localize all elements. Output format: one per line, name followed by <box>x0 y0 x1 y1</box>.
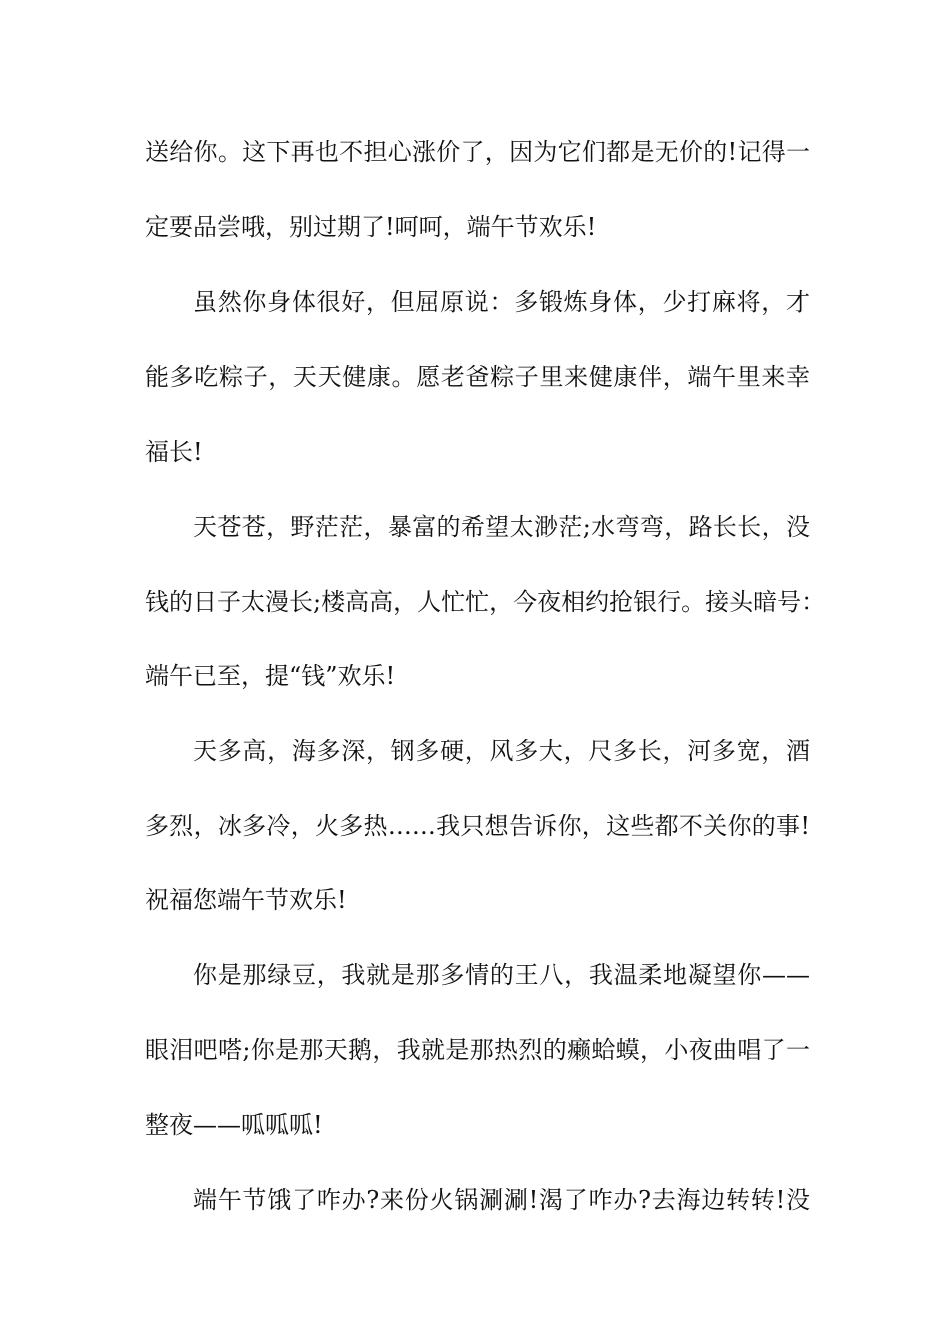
paragraph-first-line: 端午节饿了咋办?来份火锅涮涮!渴了咋办?去海边转转!没 <box>193 1186 810 1214</box>
paragraph-first-line: 你是那绿豆，我就是那多情的王八，我温柔地凝望你—— <box>193 961 810 989</box>
text-line: 祝福您端午节欢乐! <box>145 886 347 914</box>
text-line: 多烈，冰多冷，火多热……我只想告诉你，这些都不关你的事! <box>145 812 810 840</box>
paragraph-first-line: 天多高，海多深，钢多硬，风多大，尺多长，河多宽，酒 <box>193 737 810 765</box>
text-line: 能多吃粽子，天天健康。愿老爸粽子里来健康伴，端午里来幸 <box>145 363 810 391</box>
text-line: 定要品尝哦，别过期了!呵呵，端午节欢乐! <box>145 213 597 241</box>
paragraph-first-line: 虽然你身体很好，但屈原说：多锻炼身体，少打麻将，才 <box>193 288 810 316</box>
text-line: 眼泪吧嗒;你是那天鹅，我就是那热烈的癞蛤蟆，小夜曲唱了一 <box>145 1036 810 1064</box>
text-line: 端午已至，提“钱”欢乐! <box>145 662 396 690</box>
text-line: 送给你。这下再也不担心涨价了，因为它们都是无价的!记得一 <box>145 138 810 166</box>
text-line: 整夜——呱呱呱! <box>145 1111 323 1139</box>
text-line: 钱的日子太漫长;楼高高，人忙忙，今夜相约抢银行。接头暗号： <box>145 588 826 616</box>
text-line: 福长! <box>145 438 203 466</box>
paragraph-first-line: 天苍苍，野茫茫，暴富的希望太渺茫;水弯弯，路长长，没 <box>193 513 810 541</box>
